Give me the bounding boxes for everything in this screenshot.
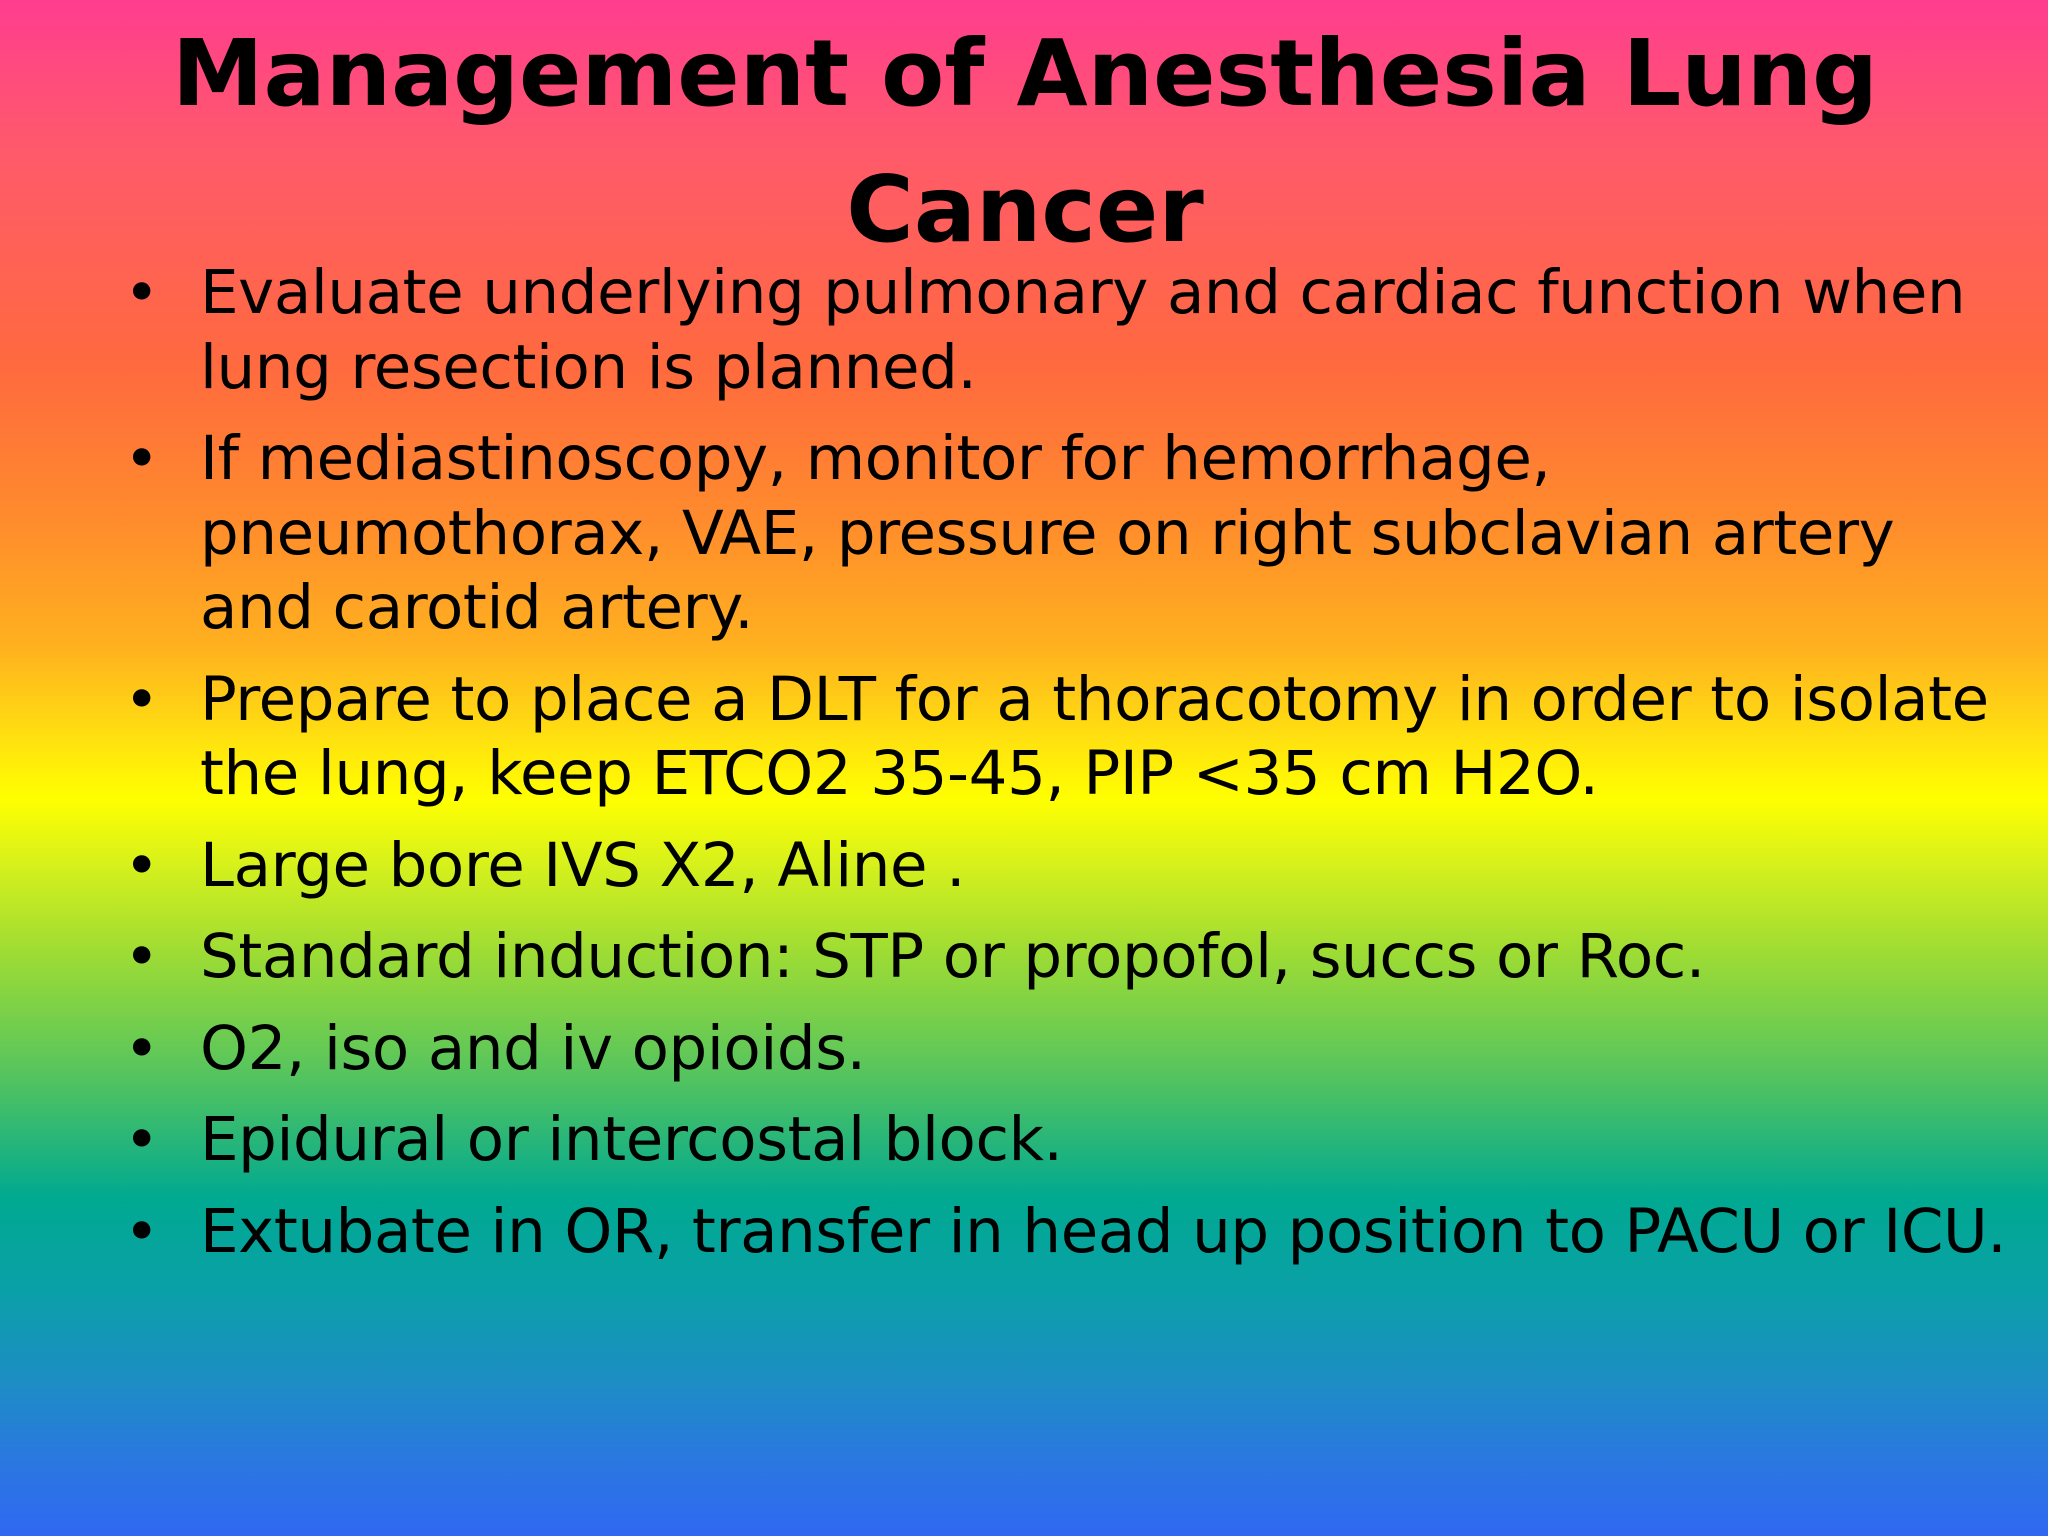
bullet-dot-icon: • bbox=[124, 830, 159, 901]
bullet-text: Prepare to place a DLT for a thoracotomy in order to isolate the lung, keep ETCO2 35-45, PIP <35 cm H2O. bbox=[200, 663, 1989, 809]
bullet-text: Evaluate underlying pulmonary and cardiac function when lung resection is planned. bbox=[200, 257, 1966, 403]
bullet-item bbox=[118, 422, 2018, 646]
bullet-item bbox=[118, 256, 2018, 405]
bullet-item bbox=[118, 829, 2018, 904]
bullet-text: If mediastinoscopy, monitor for hemorrhage, pneumothorax, VAE, pressure on right subclavian artery and carotid artery. bbox=[200, 423, 1895, 643]
bullet-text: Extubate in OR, transfer in head up position to PACU or ICU. bbox=[200, 1195, 2007, 1267]
bullet-dot-icon: • bbox=[124, 664, 159, 735]
bullet-dot-icon: • bbox=[124, 1013, 159, 1084]
bullet-text: Epidural or intercostal block. bbox=[200, 1104, 1063, 1175]
bullet-item bbox=[118, 920, 2018, 995]
bullet-dot-icon: • bbox=[124, 1196, 159, 1267]
bullet-dot-icon: • bbox=[124, 258, 159, 328]
bullet-text: Large bore IVS X2, Aline . bbox=[200, 829, 966, 901]
bullet-dot-icon: • bbox=[124, 424, 159, 494]
bullet-text: Standard induction: STP or propofol, succs or Roc. bbox=[200, 921, 1705, 992]
bullet-text: O2, iso and iv opioids. bbox=[200, 1012, 866, 1084]
bullet-dot-icon: • bbox=[124, 922, 159, 992]
bullet-dot-icon: • bbox=[124, 1105, 159, 1175]
bullet-item bbox=[118, 1012, 2018, 1087]
bullet-list bbox=[118, 256, 2018, 1286]
bullet-item bbox=[118, 1195, 2018, 1270]
bullet-item bbox=[118, 1103, 2018, 1178]
slide-title: Management of Anesthesia Lung Cancer bbox=[171, 20, 1879, 263]
bullet-item bbox=[118, 663, 2018, 812]
